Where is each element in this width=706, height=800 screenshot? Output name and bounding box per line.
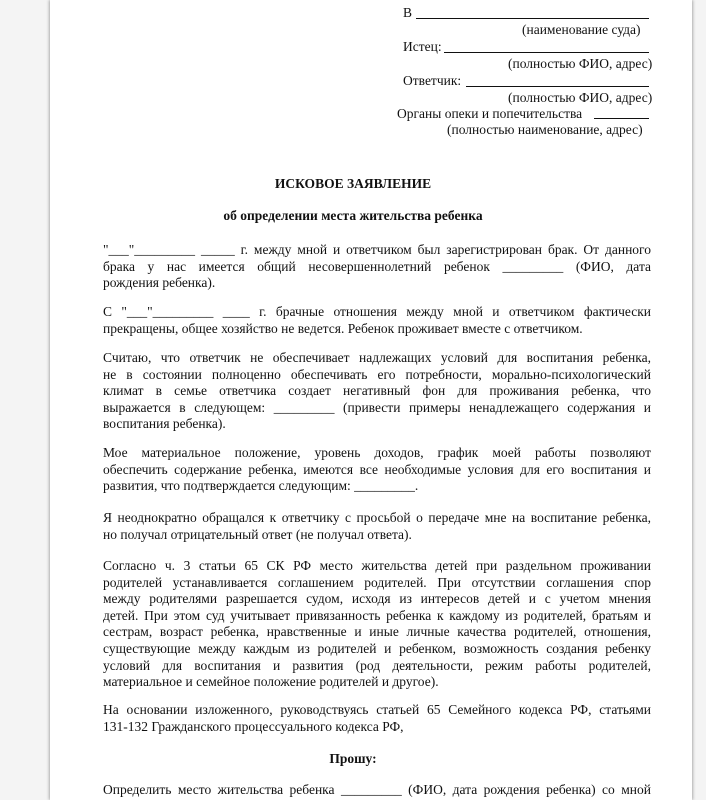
paragraph-legal-basis — [103, 558, 651, 691]
paragraph-line: 131-132 Гражданского процессуального кодекса РФ, — [103, 718, 404, 734]
defendant-label: Ответчик: — [403, 73, 462, 88]
paragraph-request — [103, 782, 651, 799]
paragraph-line: условий для воспитания и развития (род деятельности, режим работы родителей, — [103, 657, 651, 673]
paragraph-line: сестрам, возраст ребенка, нравственные и иные личные качества родителей, отношения, — [103, 624, 651, 640]
paragraph-line: существующие между каждым из родителей и ребенком, возможность создания ребенку — [103, 640, 651, 656]
paragraph-plaintiff-conditions — [103, 445, 651, 495]
paragraph-line: материальное и семейное положение родителей и другое). — [103, 674, 439, 690]
paragraph-line: "___"_________ _____ г. между мной и ответчиком был зарегистрирован брак. От данного — [103, 242, 651, 257]
paragraph-defendant-conditions — [103, 350, 651, 433]
guardianship-note: (полностью наименование, адрес) — [447, 122, 643, 137]
paragraph-line: климат в семье ответчика создает негативный фон для проживания ребенка, что — [103, 383, 651, 399]
plaintiff-label: Истец: — [403, 39, 442, 54]
paragraph-line: рождения ребенка). — [103, 275, 216, 291]
paragraph-marriage — [103, 242, 651, 292]
paragraph-grounds — [103, 702, 651, 735]
paragraph-line: не в состоянии полноценно обеспечивать его потребности, морально-психологический — [103, 366, 651, 382]
paragraph-line: Определить место жительства ребенка _________ (ФИО, дата рождения ребенка) со мной — [103, 782, 651, 797]
request-title: Прошу: — [329, 751, 377, 766]
paragraph-line: воспитания ребенка). — [103, 416, 226, 432]
paragraph-line: прекращены, общее хозяйство не ведется. Ребенок проживает вместе с ответчиком. — [103, 320, 583, 336]
paragraph-line: детей. При этом суд учитывает привязанность ребенка к каждому из родителей, братьям и — [103, 607, 651, 623]
guardianship-label: Органы опеки и попечительства — [397, 106, 583, 121]
paragraph-line: но получал отрицательный ответ (не получал ответа). — [103, 526, 412, 542]
paragraph-requests-to-defendant — [103, 510, 651, 543]
paragraph-line: обеспечить содержание ребенка, имеются все необходимые условия для его воспитания и — [103, 461, 651, 477]
court-note: (наименование суда) — [522, 22, 641, 37]
paragraph-line: Считаю, что ответчик не обеспечивает надлежащих условий для воспитания ребенка, — [103, 350, 651, 365]
defendant-note: (полностью ФИО, адрес) — [508, 90, 653, 105]
guardianship-line — [594, 118, 649, 119]
paragraph-line: родителей устанавливается соглашением родителей. При отсутствии соглашения спор — [103, 574, 651, 590]
paragraph-line: Мое материальное положение, уровень доходов, график моей работы позволяют — [103, 445, 651, 460]
paragraph-line: Согласно ч. 3 статьи 65 СК РФ место жительства детей при раздельном проживании — [103, 558, 651, 573]
paragraph-separation — [103, 304, 651, 337]
paragraph-line: между родителями разрешается судом, исходя из интересов детей и с учетом мнения — [103, 591, 651, 607]
paragraph-line: развития, что подтверждается следующим: _________. — [103, 478, 419, 494]
defendant-line — [466, 86, 649, 87]
plaintiff-note: (полностью ФИО, адрес) — [508, 56, 653, 71]
paragraph-line: Я неоднократно обращался к ответчику с просьбой о передаче мне на воспитание ребенка, — [103, 510, 651, 525]
paragraph-line: На основании изложенного, руководствуясь статьей 65 Семейного кодекса РФ, статьями — [103, 702, 651, 717]
paragraph-line: С "___"_________ ____ г. брачные отношения между мной и ответчиком фактически — [103, 304, 651, 319]
document-title: ИСКОВОЕ ЗАЯВЛЕНИЕ — [274, 176, 432, 191]
document-subtitle: об определении места жительства ребенка — [223, 208, 483, 223]
court-name-line — [416, 18, 649, 19]
court-prefix: В — [403, 5, 413, 20]
plaintiff-line — [444, 52, 649, 53]
paragraph-line: брака у нас имеется общий несовершеннолетний ребенок _________ (ФИО, дата — [103, 258, 651, 274]
paragraph-line: выражается в следующем: _________ (привести примеры ненадлежащего содержания и — [103, 399, 651, 415]
